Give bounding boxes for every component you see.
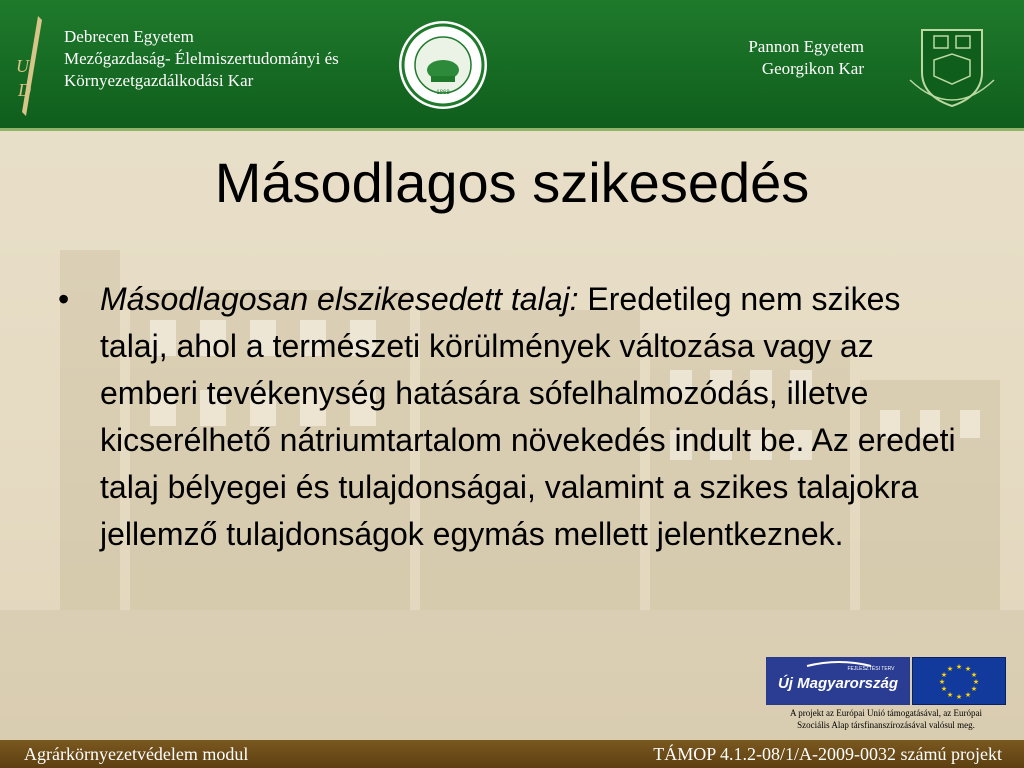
footer-bar	[0, 740, 1024, 768]
uj-magyarorszag-text: Új Magyarország	[777, 675, 899, 692]
eu-flag-icon	[912, 657, 1006, 705]
svg-text:D: D	[18, 80, 31, 100]
svg-text:★: ★	[938, 678, 946, 686]
svg-text:★: ★	[964, 691, 972, 699]
footer-module-name: Agrárkörnyezetvédelem modul	[24, 744, 249, 764]
bullet-term: Másodlagosan elszikesedett talaj:	[100, 281, 579, 317]
header-right-line-1: Pannon Egyetem	[748, 37, 864, 56]
header-left-line-1: Debrecen Egyetem	[64, 27, 194, 46]
svg-text:★: ★	[946, 665, 954, 673]
header-bar	[0, 0, 1024, 131]
seal-year: 1868	[436, 90, 450, 96]
eu-caption-line-2: Szociális Alap társfinanszírozásával valósul meg.	[797, 720, 975, 730]
svg-text:U: U	[16, 56, 29, 76]
svg-text:★: ★	[972, 678, 980, 686]
eu-caption	[764, 707, 1008, 731]
svg-text:★: ★	[940, 685, 948, 693]
bullet-item	[58, 276, 973, 558]
eu-support-block	[764, 655, 1008, 739]
svg-text:★: ★	[955, 663, 963, 671]
svg-text:★: ★	[964, 665, 972, 673]
svg-text:★: ★	[940, 671, 948, 679]
footer-project-id: TÁMOP 4.1.2-08/1/A-2009-0032 számú projekt	[653, 744, 1002, 764]
faculty-name-right	[700, 36, 864, 80]
faculty-name-left	[64, 26, 339, 92]
bullet-icon: •	[58, 281, 70, 317]
university-seal-icon	[398, 20, 488, 110]
pannon-crest-icon	[904, 20, 1000, 112]
bullet-definition: Eredetileg nem szikes talaj, ahol a természeti körülmények változása vagy az emberi tevékenység hatására sófelhalmozódás, illetve kicserélhető nátriumtartalom növekedés indult be. Az eredeti talaj bélyegei és tulajdonságai, valamint a szikes talajokra jellemző tulajdonságok egymás mellett jelentkeznek.	[100, 281, 956, 552]
ud-logo-icon	[12, 12, 50, 122]
header-left-line-2: Mezőgazdaság- Élelmiszertudományi és	[64, 49, 339, 68]
svg-text:★: ★	[946, 691, 954, 699]
header-right-line-2: Georgikon Kar	[761, 59, 864, 78]
svg-text:★: ★	[955, 693, 963, 701]
svg-text:★: ★	[970, 671, 978, 679]
bullet-paragraph	[100, 276, 973, 558]
header-left-line-3: Környezetgazdálkodási Kar	[64, 71, 254, 90]
svg-text:★: ★	[970, 685, 978, 693]
fejlesztesi-terv-text: FEJLESZTÉSI TERV	[847, 666, 895, 672]
eu-caption-line-1: A projekt az Európai Unió támogatásával, az Európai	[790, 708, 982, 718]
uj-magyarorszag-logo	[766, 657, 910, 705]
slide-title: Másodlagos szikesedés	[214, 151, 810, 214]
